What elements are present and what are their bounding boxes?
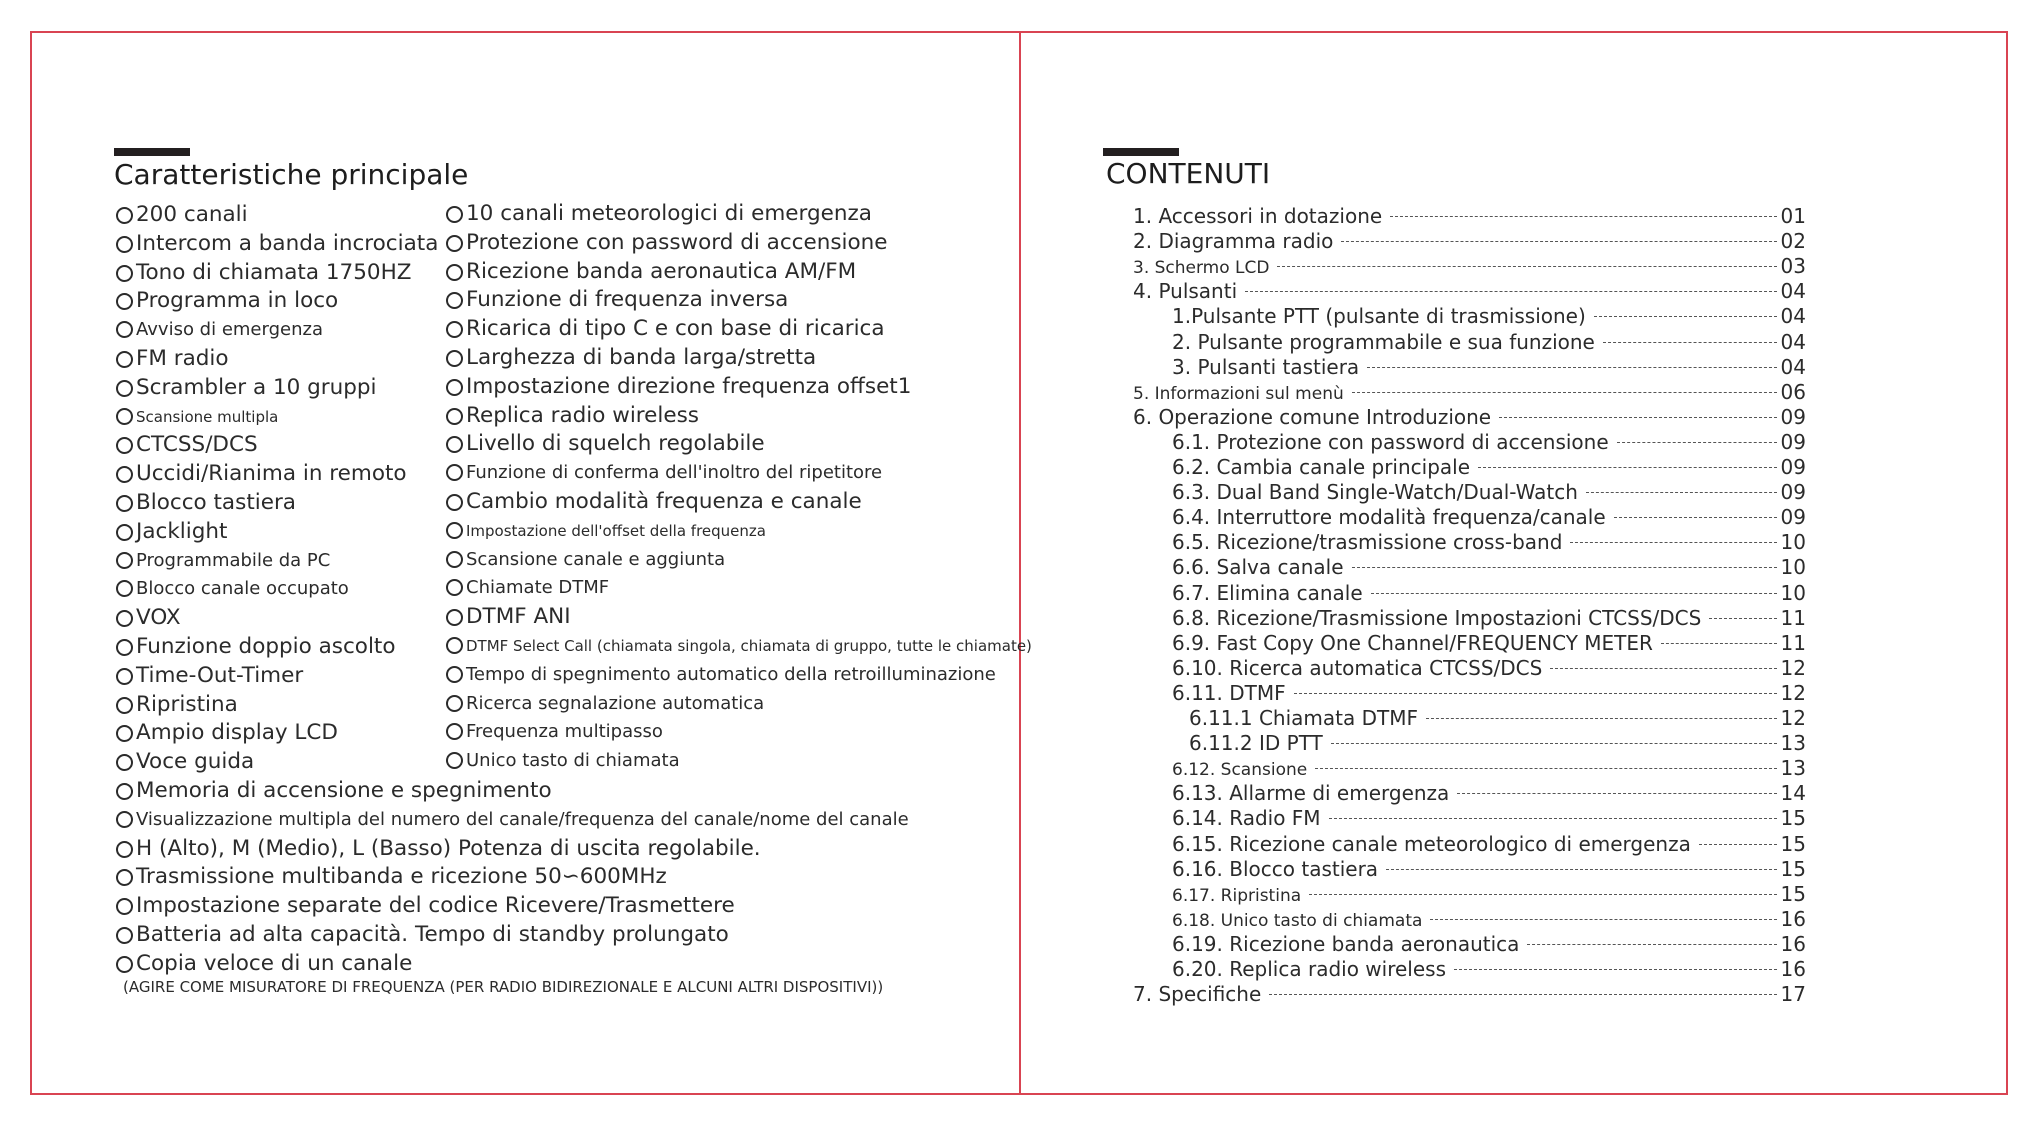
feature-label: Impostazione direzione frequenza offset1 <box>466 373 912 399</box>
feature-label: Programmabile da PC <box>136 549 331 571</box>
toc-row <box>1172 957 1806 982</box>
feature-item <box>446 603 571 631</box>
circle-bullet-icon <box>116 408 133 425</box>
toc-page-number: 12 <box>1780 655 1806 680</box>
features-title: Caratteristiche principale <box>114 158 469 191</box>
toc-leader <box>1550 668 1776 669</box>
toc-leader <box>1329 818 1777 819</box>
circle-bullet-icon <box>446 379 463 396</box>
feature-item <box>446 402 699 430</box>
toc-page-number: 09 <box>1780 429 1806 454</box>
circle-bullet-icon <box>446 321 463 338</box>
toc-row <box>1172 530 1806 555</box>
circle-bullet-icon <box>116 610 133 627</box>
toc-leader <box>1386 869 1777 870</box>
feature-item <box>446 690 764 718</box>
circle-bullet-icon <box>116 668 133 685</box>
circle-bullet-icon <box>446 350 463 367</box>
circle-bullet-icon <box>116 207 133 224</box>
feature-label: Protezione con password di accensione <box>466 229 888 255</box>
toc-row <box>1133 279 1806 304</box>
feature-item <box>446 661 996 689</box>
toc-label: 1. Accessori in dotazione <box>1133 204 1383 228</box>
toc-label: 6.19. Ricezione banda aeronautica <box>1172 931 1520 956</box>
toc-label: 6.8. Ricezione/Trasmissione Impostazioni CTCSS/DCS <box>1172 605 1702 630</box>
toc-row <box>1172 932 1806 957</box>
feature-item <box>446 488 862 516</box>
feature-label: Tono di chiamata 1750HZ <box>136 259 412 285</box>
toc-page-number: 04 <box>1780 354 1806 379</box>
circle-bullet-icon <box>116 466 133 483</box>
toc-label: 6.7. Elimina canale <box>1172 580 1363 605</box>
toc-label: 6.16. Blocco tastiera <box>1172 856 1379 881</box>
feature-item <box>446 286 788 314</box>
feature-label: Programma in loco <box>136 288 339 314</box>
feature-label: 200 canali <box>136 202 248 227</box>
feature-item <box>116 403 278 431</box>
feature-label: DTMF Select Call (chiamata singola, chiamata di gruppo, tutte le chiamate) <box>466 637 1032 655</box>
toc-row <box>1133 405 1806 430</box>
toc-leader <box>1367 367 1776 368</box>
feature-item <box>116 777 552 805</box>
toc-row <box>1172 304 1806 329</box>
feature-label: Ripristina <box>136 691 238 717</box>
toc-row <box>1172 581 1806 606</box>
toc-page-number: 09 <box>1780 505 1806 530</box>
toc-row <box>1172 656 1806 681</box>
feature-item <box>116 662 303 690</box>
circle-bullet-icon <box>116 697 133 714</box>
toc-page-number: 11 <box>1780 630 1806 655</box>
toc-page-number: 12 <box>1780 706 1806 730</box>
toc-page-number: 12 <box>1780 680 1806 705</box>
feature-label: Visualizzazione multipla del numero del canale/frequenza del canale/nome del canale <box>136 808 909 830</box>
circle-bullet-icon <box>116 725 133 742</box>
toc-row <box>1172 430 1806 455</box>
feature-label: Memoria di accensione e spegnimento <box>136 778 552 803</box>
toc-leader <box>1294 693 1777 694</box>
circle-bullet-icon <box>116 293 133 310</box>
feature-item <box>446 373 911 401</box>
toc-row <box>1172 505 1806 530</box>
toc-leader <box>1269 994 1776 995</box>
circle-bullet-icon <box>446 666 463 683</box>
circle-bullet-icon <box>446 609 463 626</box>
feature-item <box>116 863 667 891</box>
feature-item <box>446 546 725 574</box>
toc-label: 6.15. Ricezione canale meteorologico di emergenza <box>1172 831 1691 856</box>
feature-item <box>446 747 680 775</box>
circle-bullet-icon <box>116 380 133 397</box>
toc-label: 6.11. DTMF <box>1172 680 1286 705</box>
feature-item <box>446 430 765 458</box>
circle-bullet-icon <box>116 437 133 454</box>
toc-row <box>1172 882 1806 907</box>
toc-leader <box>1277 266 1776 267</box>
toc-label: 2. Pulsante programmabile e sua funzione <box>1172 329 1595 354</box>
toc-page-number: 11 <box>1780 605 1806 630</box>
toc-leader <box>1594 316 1777 317</box>
toc-page-number: 16 <box>1780 931 1806 956</box>
toc-leader <box>1390 216 1776 217</box>
feature-label: VOX <box>136 605 181 631</box>
feature-label: Uccidi/Rianima in remoto <box>136 461 407 487</box>
toc-label: 6.2. Cambia canale principale <box>1172 455 1471 479</box>
title-accent-bar-left <box>114 148 190 156</box>
toc-row <box>1133 982 1806 1007</box>
toc-leader <box>1245 291 1776 292</box>
toc-leader <box>1352 392 1777 393</box>
toc-page-number: 10 <box>1780 530 1806 555</box>
toc-row <box>1189 706 1806 731</box>
feature-label: Impostazione dell'offset della frequenza <box>466 521 766 540</box>
feature-item <box>116 287 338 315</box>
feature-item <box>116 892 735 920</box>
feature-label: Voce guida <box>136 749 255 775</box>
toc-leader <box>1709 618 1776 619</box>
toc-label: 6.14. Radio FM <box>1172 806 1321 831</box>
feature-item <box>116 691 238 719</box>
toc-page-number: 01 <box>1780 204 1806 228</box>
toc-page-number: 13 <box>1780 731 1806 756</box>
feature-label: Tempo di spegnimento automatico della retroilluminazione <box>466 663 996 685</box>
toc-page-number: 15 <box>1780 806 1806 831</box>
toc-leader <box>1315 768 1776 769</box>
circle-bullet-icon <box>446 292 463 309</box>
circle-bullet-icon <box>446 264 463 281</box>
circle-bullet-icon <box>446 464 463 481</box>
feature-item <box>116 460 407 488</box>
circle-bullet-icon <box>116 754 133 771</box>
feature-item <box>116 374 377 402</box>
toc-page-number: 04 <box>1780 329 1806 354</box>
feature-label: Blocco canale occupato <box>136 578 349 600</box>
circle-bullet-icon <box>116 783 133 800</box>
feature-item <box>116 489 296 517</box>
toc-row <box>1172 857 1806 882</box>
circle-bullet-icon <box>116 495 133 512</box>
feature-label: H (Alto), M (Medio), L (Basso) Potenza di uscita regolabile. <box>136 835 761 861</box>
feature-item <box>116 604 181 632</box>
circle-bullet-icon <box>116 351 133 368</box>
feature-label: Funzione di frequenza inversa <box>466 287 789 313</box>
toc-page-number: 10 <box>1780 580 1806 605</box>
feature-item <box>116 719 338 747</box>
toc-label: 4. Pulsanti <box>1133 279 1238 304</box>
toc-leader <box>1371 593 1777 594</box>
feature-item <box>116 518 227 546</box>
toc-leader <box>1309 894 1776 895</box>
feature-label: Chiamate DTMF <box>466 577 610 599</box>
toc-label: 6.13. Allarme di emergenza <box>1172 781 1450 806</box>
toc-label: 6.5. Ricezione/trasmissione cross-band <box>1172 530 1563 555</box>
toc-leader <box>1331 743 1777 744</box>
feature-item <box>446 258 856 286</box>
feature-label: Frequenza multipasso <box>466 721 663 743</box>
toc-leader <box>1617 442 1777 443</box>
feature-item <box>116 633 396 661</box>
circle-bullet-icon <box>116 811 133 828</box>
page-divider <box>1019 31 1021 1095</box>
feature-label: Ricarica di tipo C e con base di ricarica <box>466 316 885 342</box>
toc-leader <box>1527 944 1776 945</box>
feature-label: Ricezione banda aeronautica AM/FM <box>466 258 857 284</box>
toc-row <box>1172 480 1806 505</box>
feature-label: Unico tasto di chiamata <box>466 750 680 772</box>
toc-page-number: 04 <box>1780 304 1806 329</box>
toc-row <box>1172 806 1806 831</box>
circle-bullet-icon <box>116 552 133 569</box>
toc-page-number: 16 <box>1780 957 1806 981</box>
toc-label: 6.12. Scansione <box>1172 760 1308 781</box>
toc-label: 6.20. Replica radio wireless <box>1172 957 1446 981</box>
feature-item <box>446 718 663 746</box>
feature-item <box>116 431 258 459</box>
circle-bullet-icon <box>446 551 463 568</box>
toc-row <box>1172 832 1806 857</box>
toc-leader <box>1430 919 1776 920</box>
toc-page-number: 16 <box>1780 906 1806 931</box>
toc-leader <box>1499 417 1776 418</box>
toc-page-number: 03 <box>1780 254 1806 279</box>
circle-bullet-icon <box>116 869 133 886</box>
circle-bullet-icon <box>446 206 463 223</box>
circle-bullet-icon <box>116 321 133 338</box>
toc-leader <box>1454 969 1777 970</box>
features-note: (AGIRE COME MISURATORE DI FREQUENZA (PER RADIO BIDIREZIONALE E ALCUNI ALTRI DISPOSITIVI)) <box>123 978 884 996</box>
feature-item <box>446 574 609 602</box>
toc-row <box>1133 204 1806 229</box>
toc-row <box>1172 355 1806 380</box>
toc-label: 6.17. Ripristina <box>1172 885 1302 906</box>
toc-page-number: 09 <box>1780 480 1806 505</box>
toc-page-number: 02 <box>1780 229 1806 254</box>
feature-label: Scansione canale e aggiunta <box>466 548 726 570</box>
circle-bullet-icon <box>116 639 133 656</box>
feature-label: Cambio modalità frequenza e canale <box>466 489 862 514</box>
contents-title: CONTENUTI <box>1106 157 1271 190</box>
toc-leader <box>1570 542 1776 543</box>
toc-row <box>1133 229 1806 254</box>
feature-item <box>446 229 888 257</box>
toc-leader <box>1457 793 1776 794</box>
circle-bullet-icon <box>446 436 463 453</box>
toc-row <box>1172 756 1806 781</box>
toc-page-number: 14 <box>1780 781 1806 806</box>
toc-row <box>1172 681 1806 706</box>
circle-bullet-icon <box>446 408 463 425</box>
toc-label: 6.11.2 ID PTT <box>1189 731 1323 756</box>
feature-label: Funzione di conferma dell'inoltro del ripetitore <box>466 462 883 484</box>
toc-label: 7. Specifiche <box>1133 982 1262 1007</box>
toc-leader <box>1341 241 1776 242</box>
feature-item <box>116 316 323 344</box>
feature-label: Funzione doppio ascolto <box>136 634 396 659</box>
toc-label: 6.9. Fast Copy One Channel/FREQUENCY METER <box>1172 630 1653 655</box>
toc-page-number: 13 <box>1780 756 1806 781</box>
feature-label: Jacklight <box>136 518 228 544</box>
circle-bullet-icon <box>446 579 463 596</box>
toc-label: 6.18. Unico tasto di chiamata <box>1172 910 1423 931</box>
toc-label: 6. Operazione comune Introduzione <box>1133 404 1492 429</box>
toc-leader <box>1661 643 1777 644</box>
circle-bullet-icon <box>446 522 463 539</box>
toc-label: 6.3. Dual Band Single-Watch/Dual-Watch <box>1172 480 1578 505</box>
title-accent-bar-right <box>1103 148 1179 156</box>
toc-label: 6.4. Interruttore modalità frequenza/canale <box>1172 505 1606 530</box>
toc-row <box>1172 606 1806 631</box>
toc-row <box>1172 907 1806 932</box>
feature-item <box>446 459 882 487</box>
feature-label: Batteria ad alta capacità. Tempo di standby prolungato <box>136 922 729 947</box>
toc-page-number: 10 <box>1780 555 1806 580</box>
feature-item <box>446 200 872 228</box>
toc-page-number: 09 <box>1780 404 1806 429</box>
circle-bullet-icon <box>116 236 133 253</box>
circle-bullet-icon <box>116 580 133 597</box>
toc-row <box>1133 380 1806 405</box>
toc-label: 6.6. Salva canale <box>1172 555 1344 580</box>
feature-label: FM radio <box>136 346 229 371</box>
circle-bullet-icon <box>446 637 463 654</box>
circle-bullet-icon <box>116 841 133 858</box>
feature-item <box>446 632 1032 660</box>
toc-row <box>1172 455 1806 480</box>
feature-label: Time-Out-Timer <box>136 662 304 688</box>
feature-item <box>116 201 248 229</box>
toc-label: 1.Pulsante PTT (pulsante di trasmissione) <box>1172 304 1586 329</box>
toc-row <box>1172 330 1806 355</box>
feature-label: Intercom a banda incrociata <box>136 230 439 256</box>
toc-leader <box>1603 342 1777 343</box>
feature-item <box>116 950 412 978</box>
toc-page-number: 15 <box>1780 856 1806 881</box>
feature-label: Livello di squelch regolabile <box>466 431 765 457</box>
toc-label: 6.1. Protezione con password di accensione <box>1172 429 1609 454</box>
toc-label: 3. Schermo LCD <box>1133 258 1270 279</box>
feature-label: Scrambler a 10 gruppi <box>136 374 377 400</box>
toc-row <box>1172 781 1806 806</box>
feature-label: CTCSS/DCS <box>136 432 258 458</box>
feature-label: Larghezza di banda larga/stretta <box>466 345 817 370</box>
toc-leader <box>1478 467 1777 468</box>
feature-item <box>116 345 229 373</box>
toc-label: 6.11.1 Chiamata DTMF <box>1189 706 1418 730</box>
toc-page-number: 17 <box>1780 982 1806 1007</box>
feature-label: 10 canali meteorologici di emergenza <box>466 201 872 226</box>
toc-leader <box>1699 844 1777 845</box>
feature-item <box>116 575 349 603</box>
circle-bullet-icon <box>116 265 133 282</box>
feature-label: Ampio display LCD <box>136 720 338 746</box>
circle-bullet-icon <box>116 898 133 915</box>
feature-item <box>116 230 438 258</box>
toc-page-number: 15 <box>1780 831 1806 856</box>
feature-item <box>116 835 761 863</box>
toc-row <box>1133 254 1806 279</box>
feature-item <box>116 806 909 834</box>
feature-item <box>446 315 885 343</box>
feature-item <box>116 259 411 287</box>
toc-page-number: 06 <box>1780 379 1806 404</box>
circle-bullet-icon <box>116 956 133 973</box>
feature-label: Replica radio wireless <box>466 402 700 428</box>
feature-label: Avviso di emergenza <box>136 319 323 341</box>
toc-leader <box>1426 718 1777 719</box>
feature-label: Trasmissione multibanda e ricezione 50∽600MHz <box>136 864 667 890</box>
toc-row <box>1189 731 1806 756</box>
feature-label: Ricerca segnalazione automatica <box>466 692 765 714</box>
circle-bullet-icon <box>446 695 463 712</box>
feature-item <box>446 344 816 372</box>
toc-label: 3. Pulsanti tastiera <box>1172 354 1360 379</box>
toc-leader <box>1614 517 1777 518</box>
toc-leader <box>1586 492 1777 493</box>
feature-item <box>116 748 254 776</box>
circle-bullet-icon <box>446 723 463 740</box>
feature-item <box>116 921 729 949</box>
feature-label: Scansione multipla <box>136 407 279 426</box>
feature-label: Copia veloce di un canale <box>136 950 413 976</box>
circle-bullet-icon <box>116 927 133 944</box>
feature-label: Impostazione separate del codice Ricevere/Trasmettere <box>136 893 735 919</box>
toc-label: 6.10. Ricerca automatica CTCSS/DCS <box>1172 655 1543 680</box>
circle-bullet-icon <box>446 235 463 252</box>
toc-page-number: 09 <box>1780 455 1806 479</box>
feature-item <box>116 547 330 575</box>
toc-page-number: 15 <box>1780 881 1806 906</box>
feature-item <box>446 517 766 545</box>
circle-bullet-icon <box>446 494 463 511</box>
toc-page-number: 04 <box>1780 279 1806 304</box>
circle-bullet-icon <box>446 752 463 769</box>
toc-leader <box>1352 567 1777 568</box>
toc-label: 5. Informazioni sul menù <box>1133 383 1344 404</box>
feature-label: DTMF ANI <box>466 604 571 630</box>
feature-label: Blocco tastiera <box>136 490 296 515</box>
circle-bullet-icon <box>116 524 133 541</box>
toc-label: 2. Diagramma radio <box>1133 229 1334 254</box>
toc-row <box>1172 555 1806 580</box>
toc-row <box>1172 631 1806 656</box>
